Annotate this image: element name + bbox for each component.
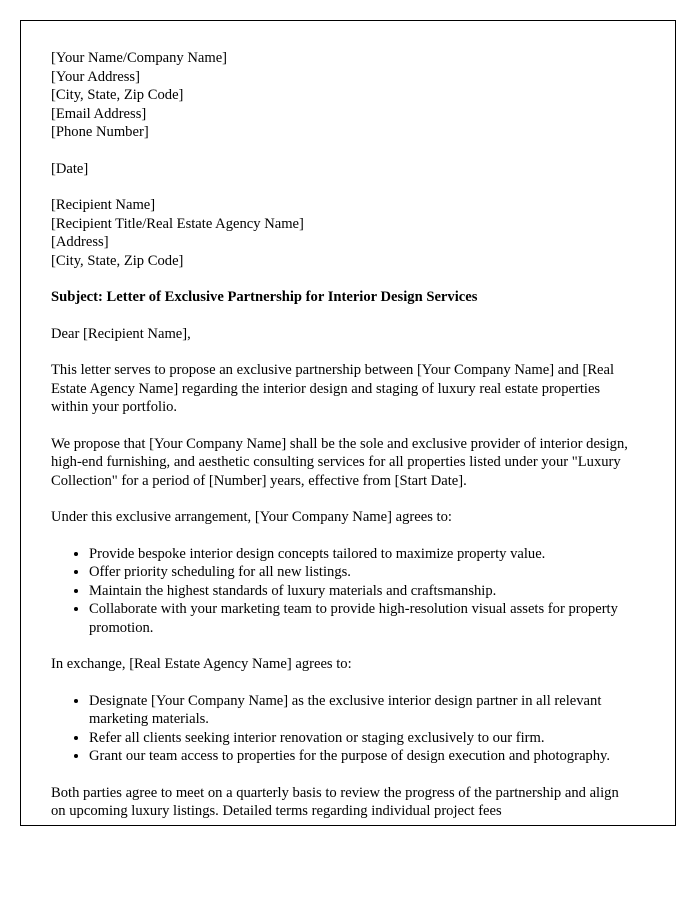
letter-content bbox=[21, 21, 675, 821]
agency-obligations-list bbox=[51, 692, 631, 766]
letter-border bbox=[20, 20, 676, 826]
paragraph-introduction: This letter serves to propose an exclusive partnership between [Your Company Name] and [Real Estate Agency Name] regarding the interior design and staging of luxury real estate properties within your portfolio. bbox=[51, 362, 615, 415]
salutation: Dear [Recipient Name], bbox=[51, 325, 191, 342]
company-obligations-list bbox=[51, 545, 631, 638]
recipient-address-block bbox=[51, 196, 631, 270]
recipient-title-line: [Recipient Title/Real Estate Agency Name] bbox=[51, 215, 304, 232]
subject-line: Subject: Letter of Exclusive Partnership for Interior Design Services bbox=[51, 289, 478, 305]
sender-address-block bbox=[51, 49, 631, 142]
paragraph-proposal: We propose that [Your Company Name] shall be the sole and exclusive provider of interior design, high-end furnishing, and aesthetic consulting services for all properties listed under your "Luxury Collection" for a period of [Number] years, effective from [Start Date]. bbox=[51, 435, 628, 489]
sender-city-line: [City, State, Zip Code] bbox=[51, 87, 184, 103]
paragraph-agency-agrees-lead: In exchange, [Real Estate Agency Name] agrees to: bbox=[51, 656, 352, 672]
list-item: • Grant our team access to properties for the purpose of design execution and photography. bbox=[89, 747, 631, 766]
recipient-address-line: [Address] bbox=[51, 234, 109, 250]
list-item: • Offer priority scheduling for all new listings. bbox=[89, 563, 631, 582]
list-item: • Provide bespoke interior design concepts tailored to maximize property value. bbox=[89, 545, 631, 564]
sender-email-line: [Email Address] bbox=[51, 105, 147, 122]
date-line: [Date] bbox=[51, 160, 89, 177]
list-item: • Collaborate with your marketing team to provide high-resolution visual assets for property promotion. bbox=[89, 600, 631, 637]
recipient-name-line: [Recipient Name] bbox=[51, 197, 156, 213]
list-item: • Maintain the highest standards of luxury materials and craftsmanship. bbox=[89, 582, 631, 601]
recipient-city-line: [City, State, Zip Code] bbox=[51, 252, 184, 269]
paragraph-company-agrees-lead: Under this exclusive arrangement, [Your Company Name] agrees to: bbox=[51, 509, 452, 525]
sender-address-line: [Your Address] bbox=[51, 68, 140, 85]
sender-name-line: [Your Name/Company Name] bbox=[51, 50, 228, 66]
list-item: • Refer all clients seeking interior renovation or staging exclusively to our firm. bbox=[89, 729, 631, 748]
date-block bbox=[51, 160, 631, 179]
list-item: • Designate [Your Company Name] as the exclusive interior design partner in all relevant marketing materials. bbox=[89, 692, 631, 729]
paragraph-closing-truncated: Both parties agree to meet on a quarterly basis to review the progress of the partnership and align on upcoming luxury listings. Detailed terms regarding individual project fees bbox=[51, 784, 619, 819]
sender-phone-line: [Phone Number] bbox=[51, 124, 149, 140]
